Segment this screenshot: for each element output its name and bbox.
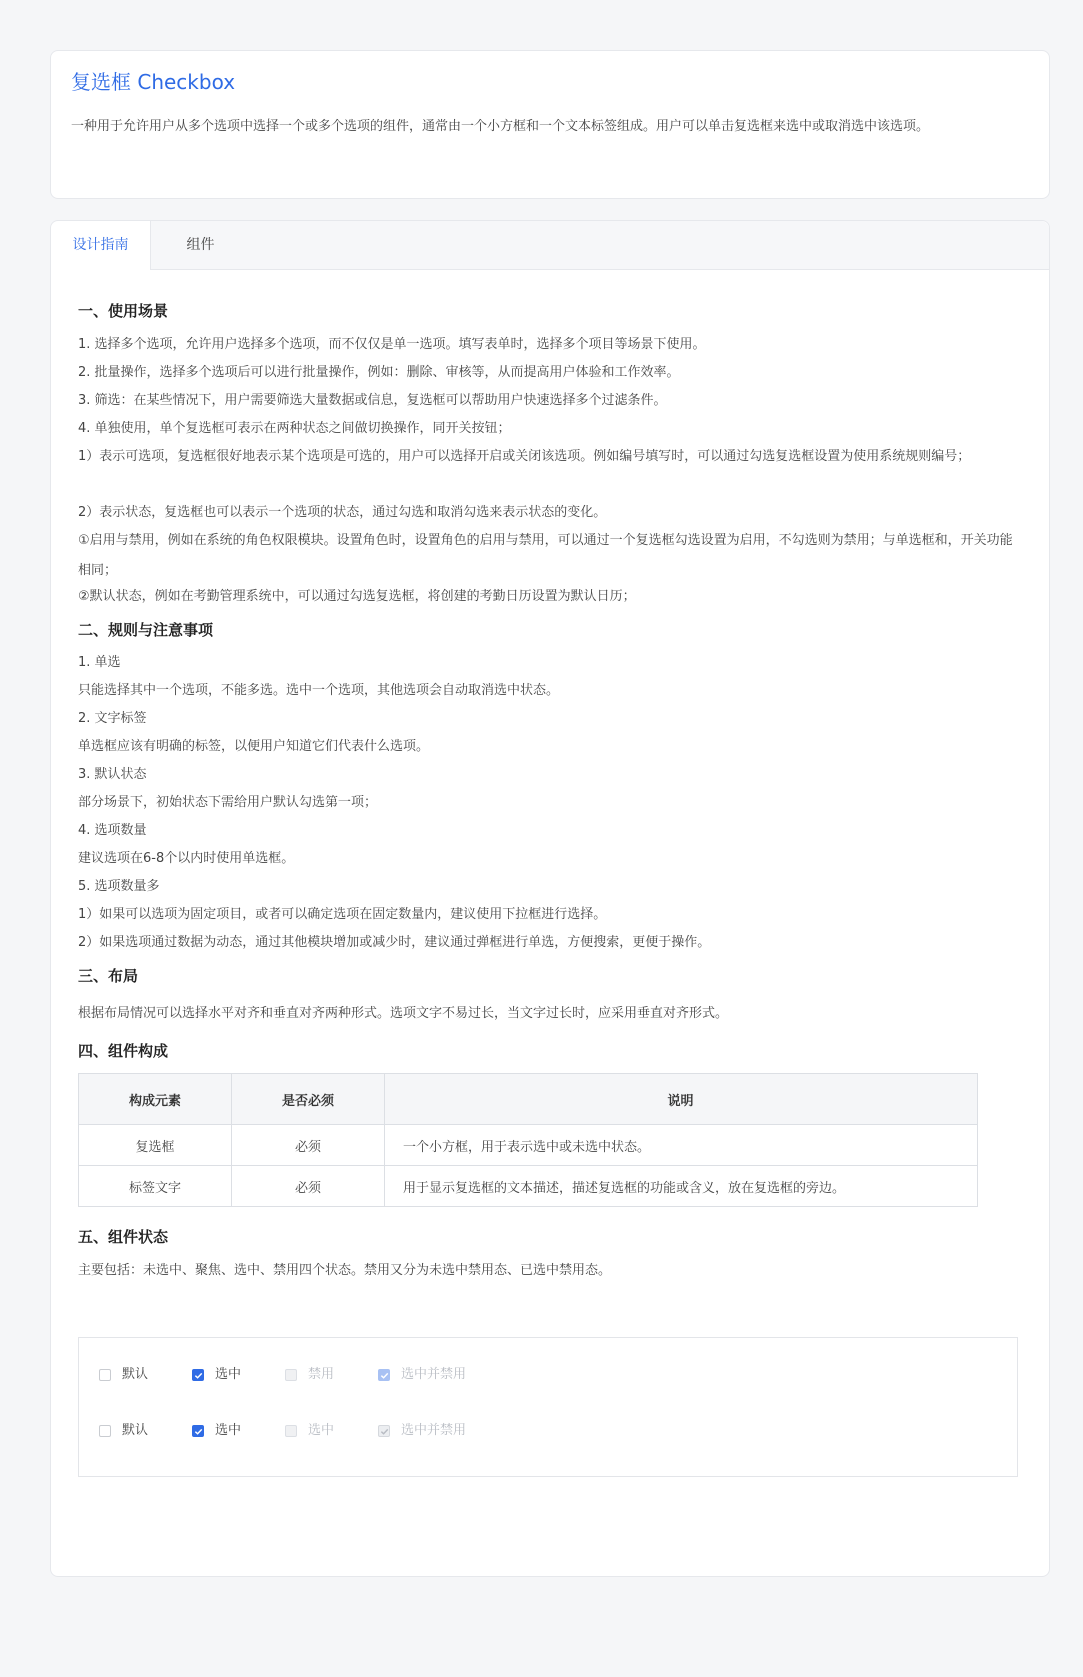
table-cell: 一个小方框，用于表示选中或未选中状态。: [385, 1125, 978, 1166]
check-icon: [380, 1371, 389, 1380]
checkbox-box-checked[interactable]: [192, 1369, 204, 1381]
rules-line-10: 1）如果可以选项为固定项目，或者可以确定选项在固定数量内，建议使用下拉框进行选择。: [78, 907, 607, 922]
checkbox-box[interactable]: [99, 1425, 111, 1437]
checkbox-label: 禁用: [308, 1367, 335, 1382]
table-cell: 用于显示复选框的文本描述，描述复选框的功能或含义，放在复选框的旁边。: [385, 1166, 978, 1207]
table-cell: 复选框: [79, 1125, 232, 1166]
rules-line-1: 1. 单选: [78, 655, 121, 670]
tab-design-guide[interactable]: 设计指南: [51, 221, 151, 270]
tab-component[interactable]: 组件: [186, 237, 215, 253]
checkbox-default[interactable]: [99, 1365, 148, 1385]
checkbox-checked[interactable]: [192, 1421, 241, 1441]
table-header-required: 是否必须: [232, 1074, 385, 1125]
checkbox-checked-disabled: [378, 1421, 466, 1441]
checkbox-box-checked[interactable]: [192, 1425, 204, 1437]
layout-text: 根据布局情况可以选择水平对齐和垂直对齐两种形式。选项文字不易过长，当文字过长时，应采用垂直对齐形式。: [78, 1006, 729, 1021]
checkbox-box-checked-disabled: [378, 1425, 390, 1437]
guide-content: [51, 221, 1049, 1576]
checkbox-label: 选中: [215, 1423, 242, 1438]
checkbox-box-disabled: [285, 1369, 297, 1381]
check-icon: [380, 1427, 389, 1436]
checkbox-label: 选中并禁用: [401, 1423, 467, 1438]
table-header-row: [79, 1074, 978, 1125]
checkbox-label: 选中: [215, 1367, 242, 1382]
table-row: [79, 1166, 978, 1207]
table-row: [79, 1125, 978, 1166]
table-cell: 必须: [232, 1125, 385, 1166]
section-layout-title: 三、布局: [78, 967, 139, 985]
rules-line-5: 3. 默认状态: [78, 767, 147, 782]
main-card: [50, 220, 1050, 1577]
checkbox-label: 选中并禁用: [401, 1367, 467, 1382]
table-header-description: 说明: [385, 1074, 978, 1125]
usage-line-8: ②默认状态，例如在考勤管理系统中，可以通过勾选复选框，将创建的考勤日历设置为默认日历；: [78, 589, 636, 604]
page-description: 一种用于允许用户从多个选项中选择一个或多个选项的组件，通常由一个小方框和一个文本标签组成。用户可以单击复选框来选中或取消选中该选项。: [71, 119, 930, 134]
usage-line-2: 2. 批量操作，选择多个选项后可以进行批量操作，例如：删除、审核等，从而提高用户体验和工作效率。: [78, 365, 680, 380]
page-title: 复选框 Checkbox: [71, 70, 236, 94]
header-card: [50, 50, 1050, 199]
rules-line-8: 建议选项在6-8个以内时使用单选框。: [78, 851, 295, 866]
checkbox-label: 选中: [308, 1423, 335, 1438]
checkbox-box[interactable]: [99, 1369, 111, 1381]
rules-line-4: 单选框应该有明确的标签，以便用户知道它们代表什么选项。: [78, 739, 430, 754]
checkbox-label: 默认: [122, 1423, 149, 1438]
section-rules-title: 二、规则与注意事项: [78, 621, 214, 639]
usage-line-7: ①启用与禁用，例如在系统的角色权限模块。设置角色时，设置角色的启用与禁用，可以通过一个复选框勾选设置为启用，不勾选则为禁用；与单选框和，开关功能相同；: [78, 533, 1013, 578]
usage-line-5: 1）表示可选项，复选框很好地表示某个选项是可选的，用户可以选择开启或关闭该选项。例如编号填写时，可以通过勾选复选框设置为使用系统规则编号；: [78, 449, 971, 464]
section-composition-title: 四、组件构成: [78, 1042, 169, 1060]
checkbox-disabled: [285, 1421, 334, 1441]
rules-line-6: 部分场景下，初始状态下需给用户默认勾选第一项；: [78, 795, 378, 810]
checkbox-demo-panel: [78, 1337, 1018, 1477]
section-states-title: 五、组件状态: [78, 1228, 169, 1246]
checkbox-box-disabled: [285, 1425, 297, 1437]
rules-line-9: 5. 选项数量多: [78, 879, 160, 894]
check-icon: [194, 1371, 203, 1380]
usage-line-6: 2）表示状态，复选框也可以表示一个选项的状态，通过勾选和取消勾选来表示状态的变化。: [78, 505, 607, 520]
check-icon: [194, 1427, 203, 1436]
checkbox-checked-disabled: [378, 1365, 466, 1385]
rules-line-7: 4. 选项数量: [78, 823, 147, 838]
table-header-element: 构成元素: [79, 1074, 232, 1125]
checkbox-label: 默认: [122, 1367, 149, 1382]
checkbox-default[interactable]: [99, 1421, 148, 1441]
usage-line-4: 4. 单独使用，单个复选框可表示在两种状态之间做切换操作，同开关按钮；: [78, 421, 511, 436]
rules-line-2: 只能选择其中一个选项，不能多选。选中一个选项，其他选项会自动取消选中状态。: [78, 683, 560, 698]
checkbox-box-checked-disabled: [378, 1369, 390, 1381]
table-cell: 标签文字: [79, 1166, 232, 1207]
usage-line-3: 3. 筛选：在某些情况下，用户需要筛选大量数据或信息，复选框可以帮助用户快速选择多个过滤条件。: [78, 393, 667, 408]
rules-line-3: 2. 文字标签: [78, 711, 147, 726]
section-usage-title: 一、使用场景: [78, 302, 169, 320]
states-text: 主要包括：未选中、聚焦、选中、禁用四个状态。禁用又分为未选中禁用态、已选中禁用态。: [78, 1263, 612, 1278]
rules-line-11: 2）如果选项通过数据为动态，通过其他模块增加或减少时，建议通过弹框进行单选，方便搜索，更便于操作。: [78, 935, 711, 950]
checkbox-checked[interactable]: [192, 1365, 241, 1385]
checkbox-disabled: [285, 1365, 334, 1385]
usage-line-1: 1. 选择多个选项，允许用户选择多个选项，而不仅仅是单一选项。填写表单时，选择多个项目等场景下使用。: [78, 337, 706, 352]
composition-table: [78, 1073, 978, 1207]
table-cell: 必须: [232, 1166, 385, 1207]
